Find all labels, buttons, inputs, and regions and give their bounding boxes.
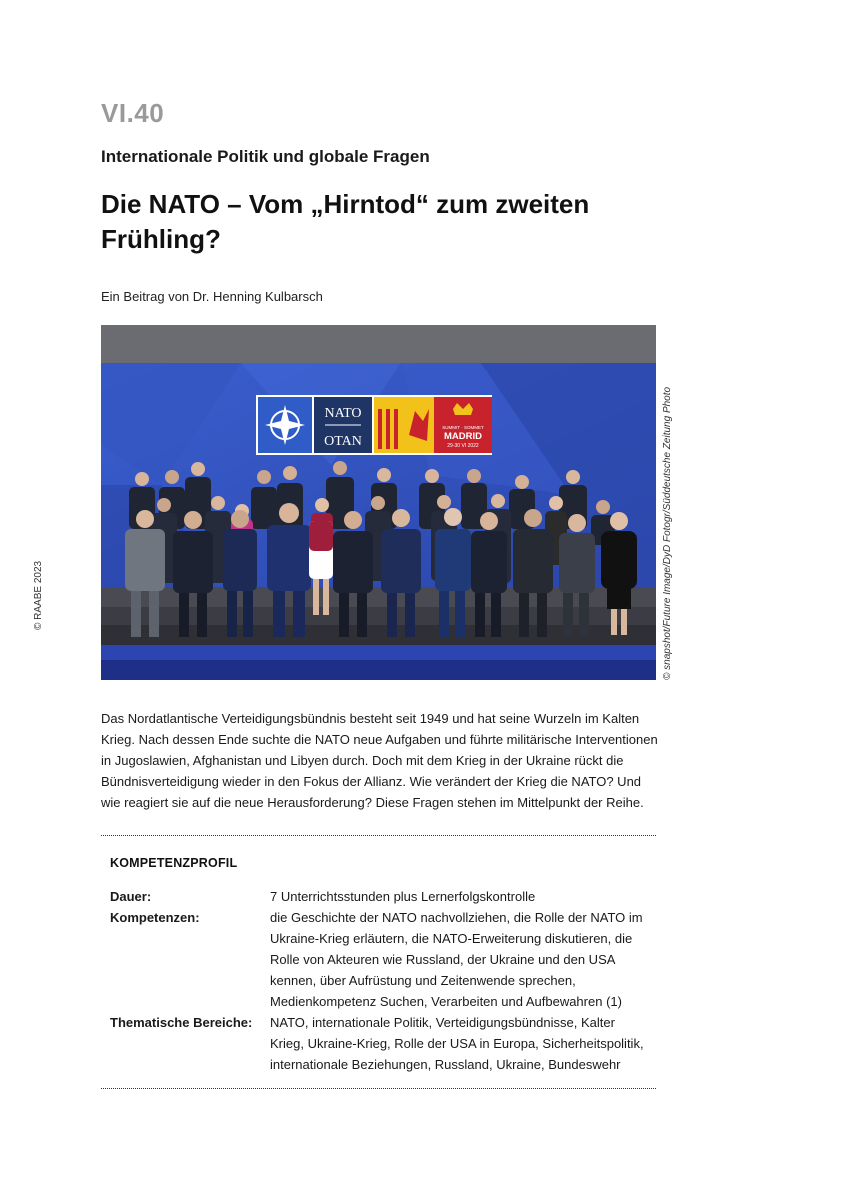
section-code: VI.40 [101,98,165,128]
banner-otan-text: OTAN [324,434,362,449]
photo-credit: © snapshot/Future Image/DyD Fotogr/Süddeutsche Zeitung Photo [662,386,673,680]
profile-label-duration: Dauer: [110,889,152,904]
divider-top [101,835,656,836]
profile-value-competencies: die Geschichte der NATO nachvollziehen, die Rolle der NATO im Ukraine-Krieg erläutern, die NATO-Erweiterung diskutieren, die Rolle von Akteuren wie Russland, der Ukraine und den USA kennen, über Aufrüstung und Zeitenwende sprechen, Medienkompetenz Suchen, Verarbeiten und Aufbewahren (1) [270,910,643,1009]
category-heading: Internationale Politik und globale Fragen [101,147,430,166]
divider-bottom [101,1088,656,1089]
page-title: Die NATO – Vom „Hirntod“ zum zweiten Frühling? [101,189,590,254]
intro-paragraph: Das Nordatlantische Verteidigungsbündnis besteht seit 1949 und hat seine Wurzeln im Kalten Krieg. Nach dessen Ende suchte die NATO neue Aufgaben und führte militärische Interventionen in Jugoslawien, Afghanistan und Libyen durch. Doch mit dem Krieg in der Ukraine rückt die Bündnisverteidigung wieder in den Fokus der Allianz. Wie verändert der Krieg die NATO? Und wie reagiert sie auf die neue Herausforderung? Diese Fragen stehen im Mittelpunkt der Reihe. [101,711,658,810]
profile-row-competencies [110,907,650,1012]
banner-city-text: MADRID [444,431,482,442]
banner-summit-text: SUMMIT · SOMMET [442,425,484,430]
summit-photo [101,325,656,680]
banner-nato-text: NATO [324,406,362,421]
ceiling [101,325,656,363]
profile-heading: KOMPETENZPROFIL [110,856,238,870]
profile-label-topics: Thematische Bereiche: [110,1015,253,1030]
profile-value-topics: NATO, internationale Politik, Verteidigungsbündnisse, Kalter Krieg, Ukraine-Krieg, Rolle der USA in Europa, Sicherheitspolitik, internationale Beziehungen, Russland, Ukraine, Bundeswehr [270,1015,644,1072]
profile-label-competencies: Kompetenzen: [110,910,200,925]
author-line: Ein Beitrag von Dr. Henning Kulbarsch [101,289,323,304]
side-copyright: © RAABE 2023 [33,560,44,630]
profile-row-topics [110,1012,650,1075]
summit-photo-illustration [101,325,656,680]
banner-dates-text: 29-30 VI 2022 [447,443,479,449]
competence-profile [110,886,650,1075]
summit-banner [256,395,492,455]
profile-value-duration: 7 Unterrichtsstunden plus Lernerfolgskontrolle [270,889,536,904]
profile-row-duration [110,886,650,907]
